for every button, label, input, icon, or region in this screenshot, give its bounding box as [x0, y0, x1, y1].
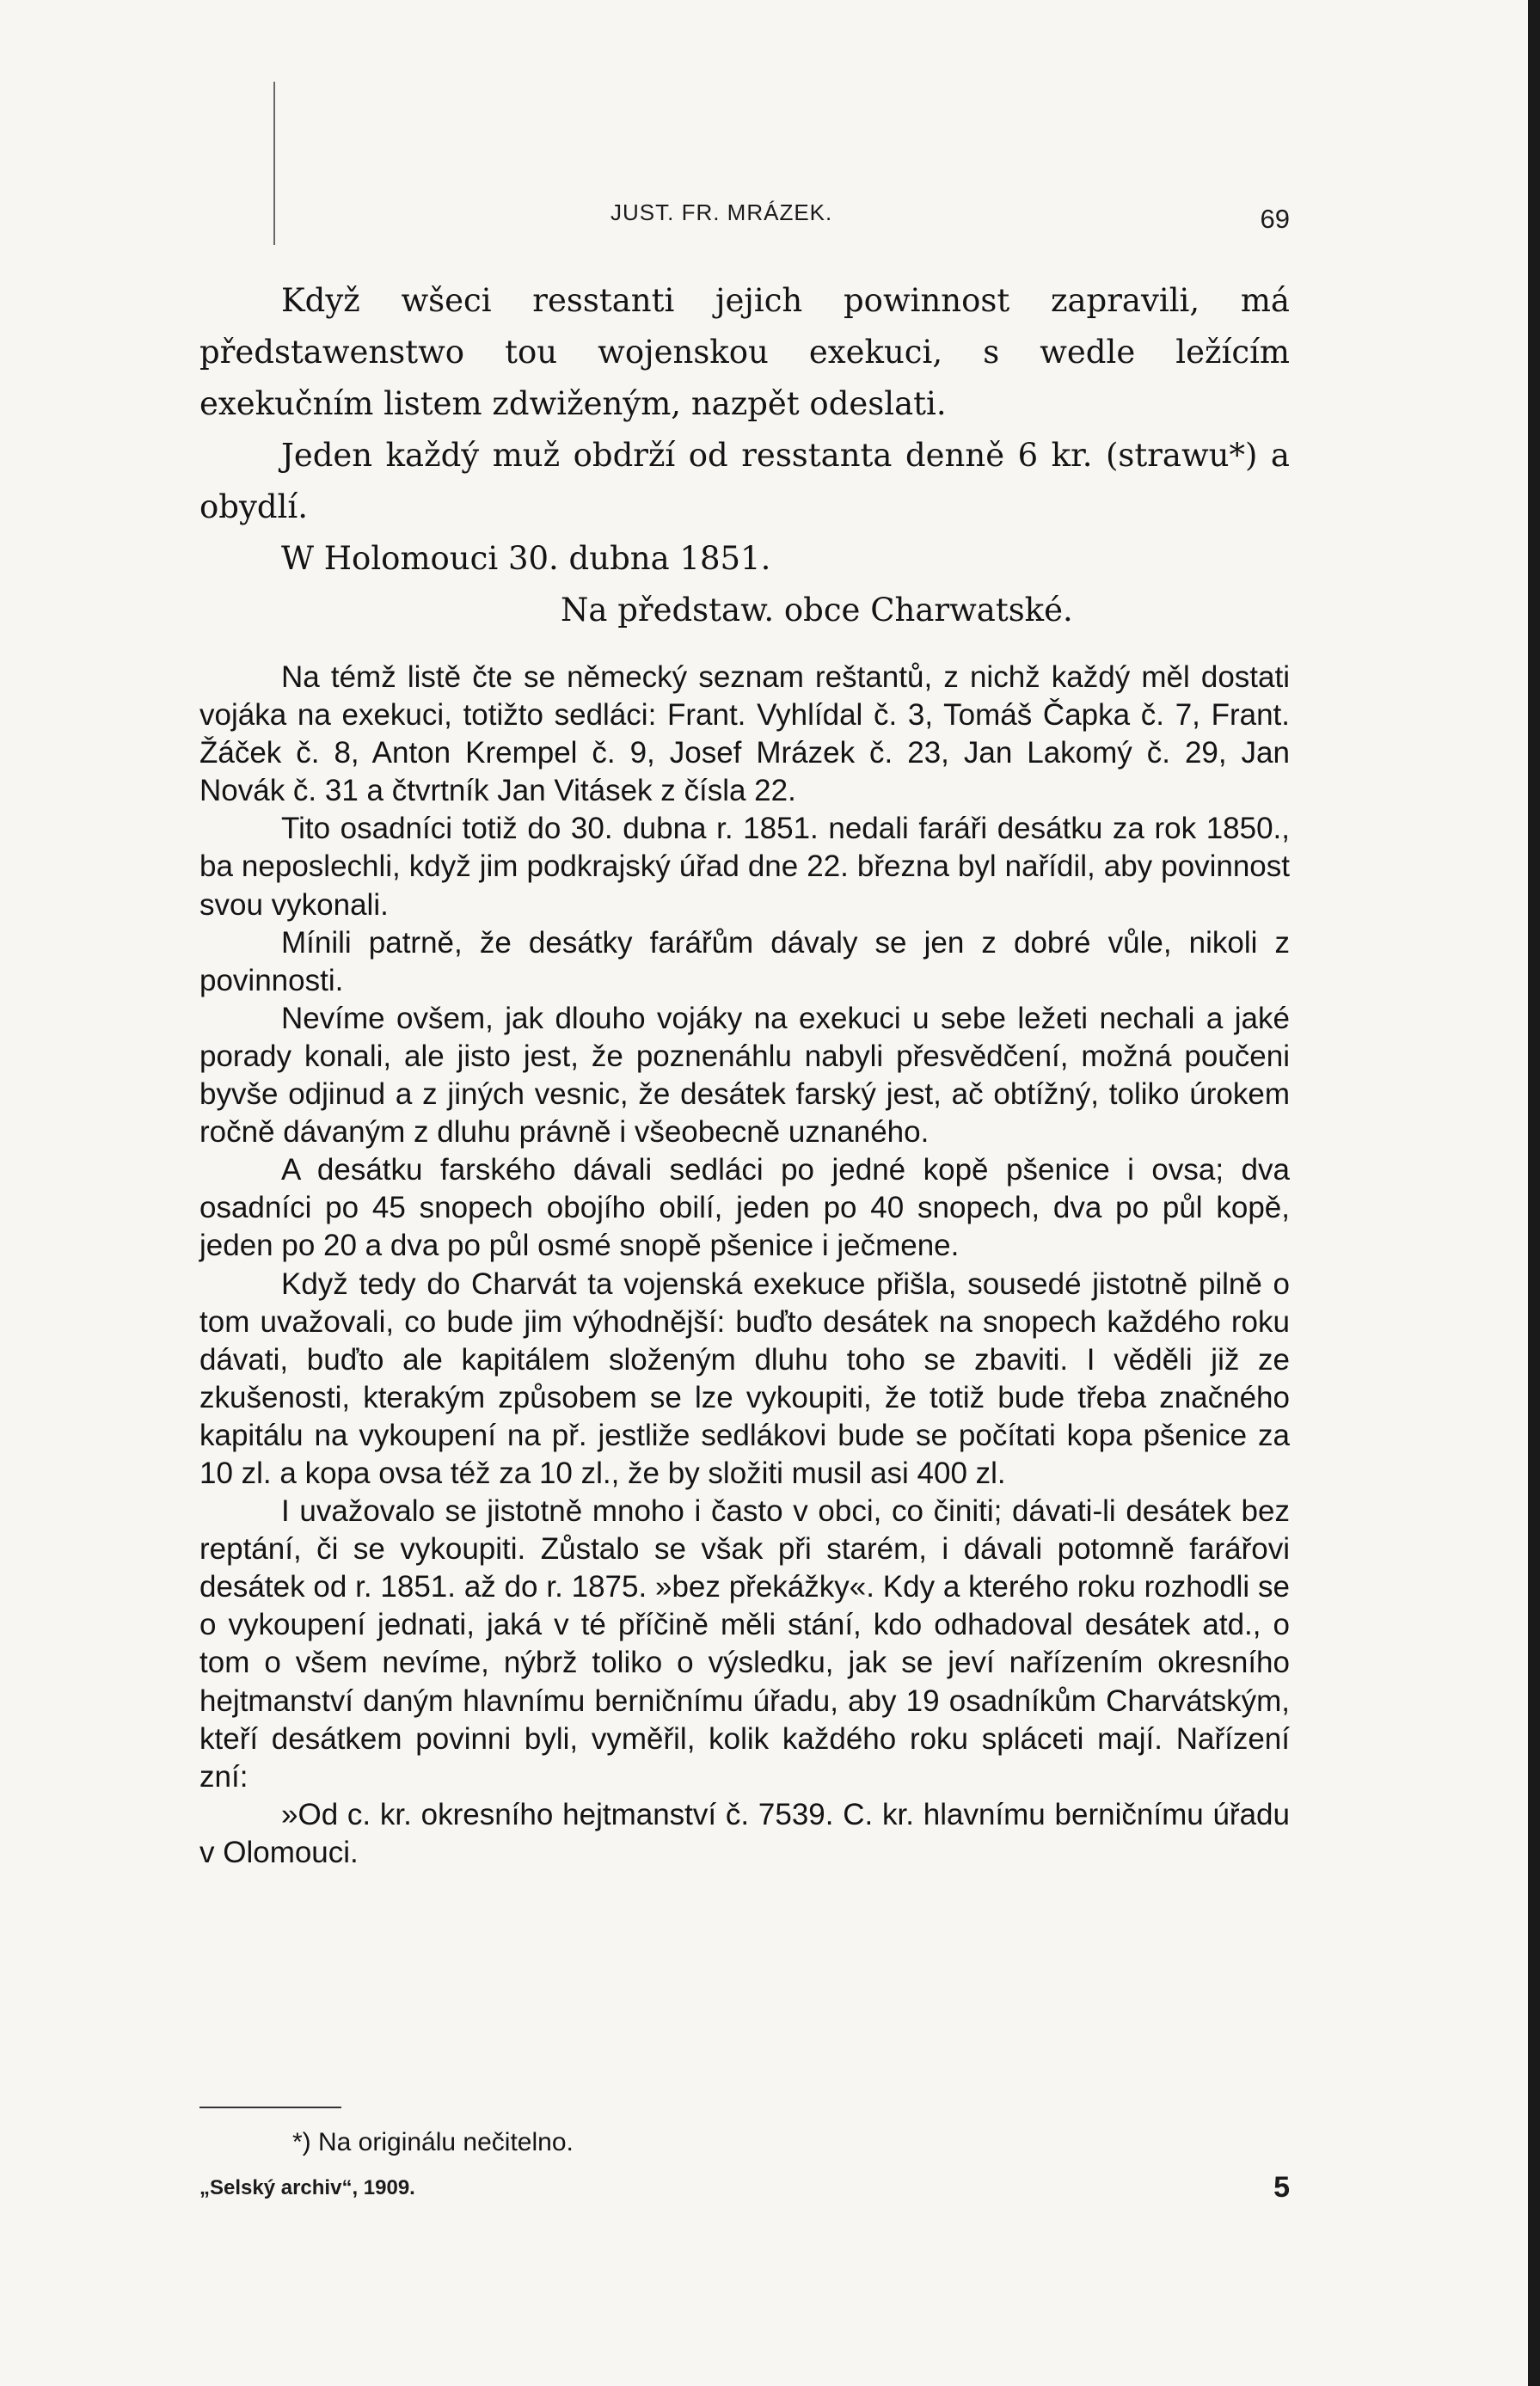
signature-mark: 5: [1273, 2171, 1290, 2204]
quote-paragraph: Jeden každý muž obdrží od resstanta denně 6 kr. (strawu*) a obydlí.: [199, 437, 1290, 525]
body-paragraph: A desátku farského dávali sedláci po jedné kopě pšenice i ovsa; dva osadníci po 45 snopech obojího obilí, jeden po 40 snopech, dva po půl kopě, jeden po 20 a dva po půl osmé snopě pšenice i ječmene.: [199, 1153, 1290, 1263]
main-text: [199, 275, 1290, 1872]
footer-source: „Selský archiv“, 1909.: [199, 2176, 415, 2199]
quote-signature: Na předstaw. obce Charwatské.: [561, 592, 1073, 629]
page-footer: [199, 2171, 1290, 2214]
body-paragraph: I uvažovalo se jistotně mnoho i často v obci, co činiti; dávati-li desátek bez reptání, či se vykoupiti. Zůstalo se však při starém, i dávali potomně farářovi desátek od r. 1851. až do r. 1875. »bez překážky«. Kdy a kterého roku rozhodli se o vykoupení jednati, jaká v té příčině měli stání, kdo odhadoval desátek atd., o tom o všem nevíme, nýbrž toliko o výsledku, jak se jeví nařízením okresního hejtmanství daným hlavnímu berničnímu úřadu, aby 19 osadníkům Charvátským, kteří desátkem povinni byli, vyměřil, kolik každého roku spláceti mají. Nařízení zní:: [199, 1494, 1290, 1794]
quote-date-line: W Holomouci 30. dubna 1851.: [281, 540, 771, 577]
body-paragraph: Mínili patrně, že desátky farářům dávaly se jen z dobré vůle, nikoli z povinnosti.: [199, 925, 1290, 997]
footnote-divider: [199, 2107, 341, 2108]
running-head: JUST. FR. MRÁZEK.: [610, 199, 833, 225]
quote-paragraph: Když wšeci resstanti jejich powinnost zapravili, má předstawenstwo tou wojenskou exekuci, s wedle ležícím exekučním listem zdwiženým, nazpět odeslati.: [199, 282, 1290, 422]
page-header: [206, 199, 1290, 251]
page-number: 69: [1260, 204, 1290, 234]
footnote: *) Na originálu nečitelno.: [292, 2128, 574, 2156]
body-paragraph: Tito osadníci totiž do 30. dubna r. 1851. nedali faráři desátku za rok 1850., ba neposlechli, když jim podkrajský úřad dne 22. března byl nařídil, aby povinnost svou vykonali.: [199, 812, 1290, 922]
scan-edge: [1528, 0, 1540, 2386]
body-paragraph: »Od c. kr. okresního hejtmanství č. 7539. C. kr. hlavnímu berničnímu úřadu v Olomouci.: [199, 1797, 1290, 1869]
body-paragraph: Když tedy do Charvát ta vojenská exekuce přišla, sousedé jistotně pilně o tom uvažovali, co bude jim výhodnější: buďto desátek na snopech každého roku dávati, buďto ale kapitálem složeným dluhu toho se zbaviti. I věděli již ze zkušenosti, kterakým způsobem se lze vykoupiti, že totiž bude třeba značného kapitálu na vykoupení na př. jestliže sedlákovi bude se počítati kopa pšenice za 10 zl. a kopa ovsa též za 10 zl., že by složiti musil asi 400 zl.: [199, 1267, 1290, 1490]
body-paragraph: Na témž listě čte se německý seznam reštantů, z nichž každý měl dostati vojáka na exekuci, totižto sedláci: Frant. Vyhlídal č. 3, Tomáš Čapka č. 7, Frant. Žáček č. 8, Anton Krempel č. 9, Josef Mrázek č. 23, Jan Lakomý č. 29, Jan Novák č. 31 a čtvrtník Jan Vitásek z čísla 22.: [199, 660, 1290, 808]
body-paragraph: Nevíme ovšem, jak dlouho vojáky na exekuci u sebe ležeti nechali a jaké porady konali, ale jisto jest, že poznenáhlu nabyli přesvědčení, možná poučeni byvše odjinud a z jiných vesnic, že desátek farský jest, ač obtížný, toliko úrokem ročně dávaným z dluhu právně i všeobecně uznaného.: [199, 1001, 1290, 1150]
